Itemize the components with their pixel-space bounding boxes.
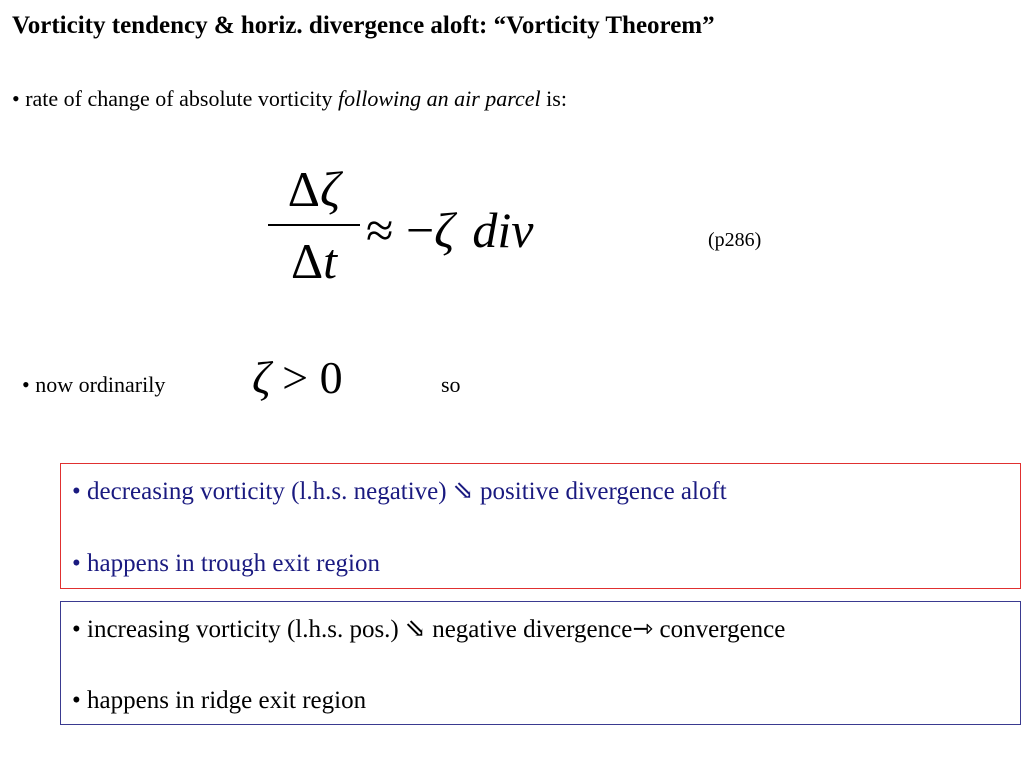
inequality-zeta: ζ xyxy=(252,352,271,403)
fraction-bar xyxy=(268,224,360,226)
red-box-item-1: • decreasing vorticity (l.h.s. negative) ⇘ positive divergence aloft xyxy=(72,478,727,505)
condition-lead: • now ordinarily xyxy=(22,372,166,397)
rhs-zeta: ζ xyxy=(434,202,455,258)
condition-follow: so xyxy=(441,372,461,397)
denominator-delta: Δ xyxy=(290,233,324,289)
denominator-t: t xyxy=(323,233,338,289)
inequality-relation: > 0 xyxy=(282,352,343,403)
blue-box-item-2: • happens in ridge exit region xyxy=(72,687,367,714)
rhs-operator: ≈ − xyxy=(366,202,435,258)
page-reference: (p286) xyxy=(708,229,762,251)
fraction-denominator xyxy=(268,232,360,290)
numerator-zeta: ζ xyxy=(319,161,341,217)
intro-prefix: • rate of change of absolute vorticity xyxy=(12,86,338,111)
blue-box-item-1: • increasing vorticity (l.h.s. pos.) ⇘ negative divergence⇾ convergence xyxy=(72,616,786,643)
vorticity-fraction xyxy=(268,160,360,290)
rhs-div: div xyxy=(472,202,534,258)
equation-rhs xyxy=(366,200,533,260)
intro-suffix: is: xyxy=(540,86,567,111)
intro-emphasis: following an air parcel xyxy=(337,86,541,111)
red-box xyxy=(60,463,1021,589)
intro-bullet xyxy=(12,86,567,112)
blue-box xyxy=(60,601,1021,725)
red-box-item-2: • happens in trough exit region xyxy=(72,550,380,577)
fraction-numerator xyxy=(268,160,360,218)
numerator-delta: Δ xyxy=(287,161,320,217)
condition-inequality xyxy=(252,350,343,406)
slide-title: Vorticity tendency & horiz. divergence aloft: “Vorticity Theorem” xyxy=(12,12,715,39)
